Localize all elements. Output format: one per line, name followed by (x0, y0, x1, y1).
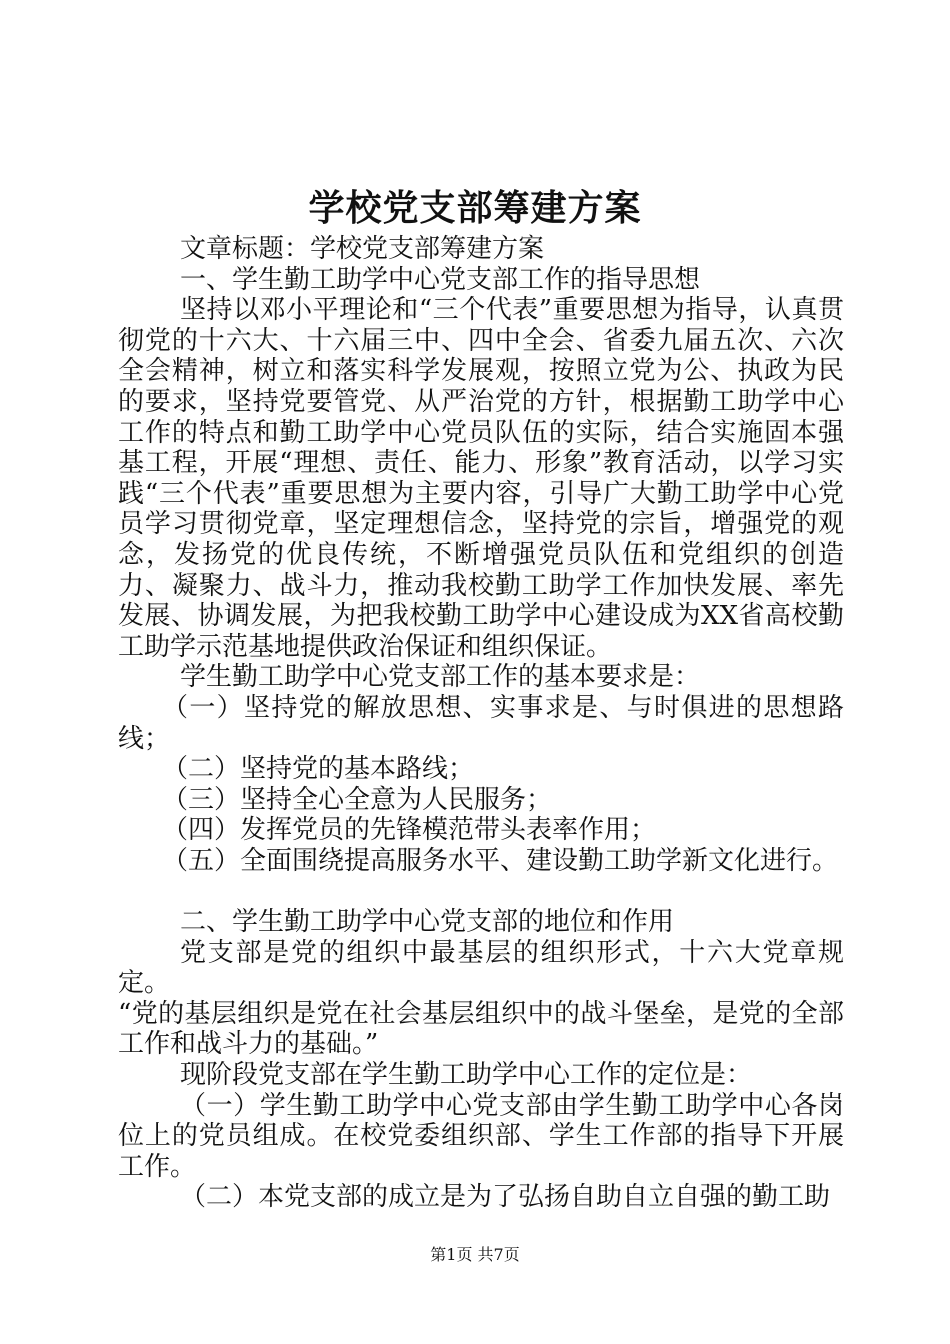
paragraph-positioning: 现阶段党支部在学生勤工助学中心工作的定位是： (180, 1060, 753, 1091)
list-item-2: （二）坚持党的基本路线； (162, 754, 475, 785)
positioning-item-1: （一）学生勤工助学中心党支部由学生勤工助学中心各岗位上的党员组成。在校党委组织部、学生工作部的指导下开展工作。 (118, 1090, 844, 1182)
document-title: 学校党支部筹建方案 (308, 187, 642, 229)
positioning-item-2: （二）本党支部的成立是为了弘扬自助自立自强的勤工助 (180, 1182, 831, 1213)
section-heading-2: 二、学生勤工助学中心党支部的地位和作用 (180, 907, 675, 938)
document-body (118, 234, 844, 1213)
page-number-footer: 第1页 共7页 (430, 1245, 520, 1264)
paragraph-gap (118, 876, 844, 907)
paragraph-party-charter-quote: “党的基层组织是党在社会基层组织中的战斗堡垒，是党的全部工作和战斗力的基础。” (118, 998, 844, 1060)
list-item-3: （三）坚持全心全意为人民服务； (162, 784, 553, 815)
paragraph-party-branch: 党支部是党的组织中最基层的组织形式，十六大党章规定。 (118, 937, 844, 999)
list-item-5: （五）全面围绕提高服务水平、建设勤工助学新文化进行。 (162, 845, 839, 876)
section-heading-1: 一、学生勤工助学中心党支部工作的指导思想 (180, 264, 701, 295)
article-title-line: 文章标题：学校党支部筹建方案 (180, 234, 545, 264)
paragraph-basic-requirements: 学生勤工助学中心党支部工作的基本要求是： (180, 662, 701, 693)
paragraph-guiding-ideology: 坚持以邓小平理论和“三个代表”重要思想为指导，认真贯彻党的十六大、十六届三中、四中全会、省委九届五次、六次全会精神，树立和落实科学发展观，按照立党为公、执政为民的要求，坚持党要管党、从严治党的方针，根据勤工助学中心工作的特点和勤工助学中心党员队伍的实际，结合实施固本强基工程，开展“理想、责任、能力、形象”教育活动，以学习实践“三个代表”重要思想为主要内容，引导广大勤工助学中心党员学习贯彻党章，坚定理想信念，坚持党的宗旨，增强党的观念，发扬党的优良传统，不断增强党员队伍和党组织的创造力、凝聚力、战斗力，推动我校勤工助学工作加快发展、率先发展、协调发展，为把我校勤工助学中心建设成为XX省高校勤工助学示范基地提供政治保证和组织保证。 (118, 295, 844, 662)
list-item-1: （一）坚持党的解放思想、实事求是、与时俱进的思想路线； (118, 692, 844, 754)
list-item-4: （四）发挥党员的先锋模范带头表率作用； (162, 815, 657, 846)
